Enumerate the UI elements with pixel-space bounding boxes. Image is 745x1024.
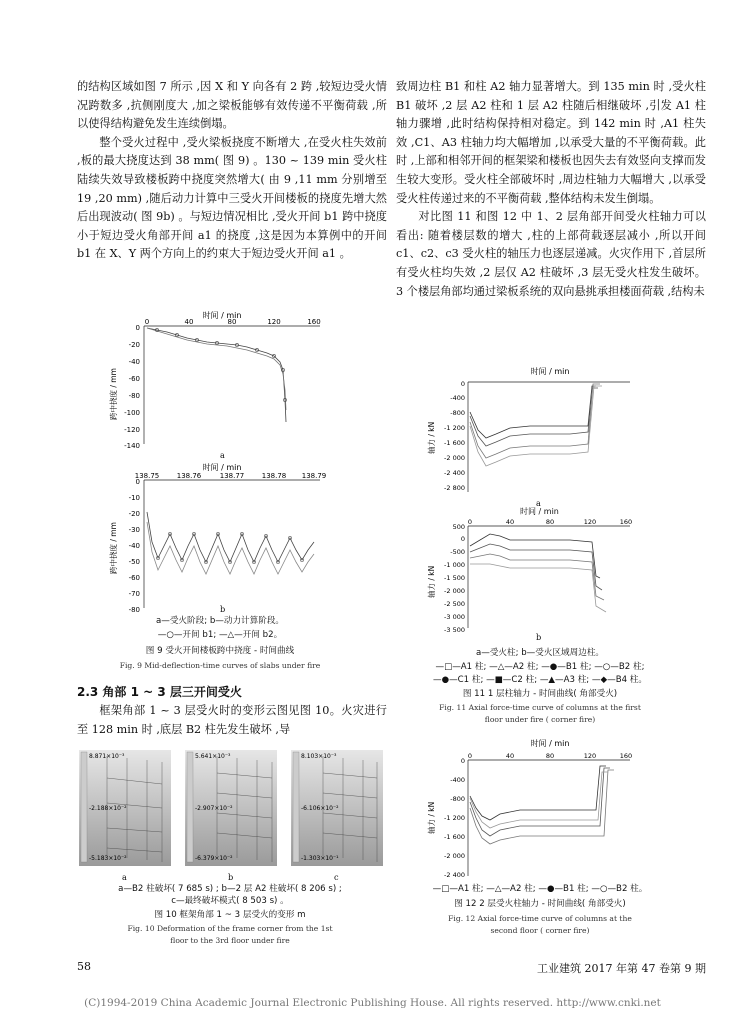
svg-text:-30: -30 <box>128 526 140 534</box>
paragraph-4: 对比图 11 和图 12 中 1、2 层角部开间受火柱轴力可以看出: 随着楼层数的增大 ,柱的上部荷载逐层减小 ,所以开间 c1、c2、c3 受火柱的轴压力也逐层递减。火灾作用下 ,首层所有受火柱均失效 ,2 层仅 A2 柱破坏 ,3 层无受火柱发生破坏。3 个楼层角部均通过梁板系统的双向悬挑承担楼面荷载 ,结构未 <box>396 210 706 298</box>
fig12-series-a1 <box>470 766 606 820</box>
svg-text:-5.183×10⁻²: -5.183×10⁻² <box>89 855 127 862</box>
fig10-caption-cn: 图 10 框架角部 1 ~ 3 层受火的变形 m <box>154 910 306 920</box>
svg-text:-1 200: -1 200 <box>444 814 465 822</box>
fig9a-sub-label: a <box>220 450 225 460</box>
svg-text:0: 0 <box>144 318 150 326</box>
svg-text:-2 000: -2 000 <box>444 454 465 462</box>
svg-text:0: 0 <box>135 478 140 486</box>
svg-text:138.78: 138.78 <box>261 472 287 480</box>
figure-9b <box>102 462 332 616</box>
fig9b-xlabel: 时间 / min <box>202 463 242 472</box>
fig9-caption-cn: 图 9 受火开间楼板跨中挠度 - 时间曲线 <box>145 646 295 656</box>
fig12-xticks <box>468 752 632 760</box>
svg-text:40: 40 <box>505 518 515 526</box>
svg-text:-3 000: -3 000 <box>444 613 465 621</box>
svg-text:160: 160 <box>619 518 633 526</box>
svg-text:-6.379×10⁻²: -6.379×10⁻² <box>195 855 233 862</box>
section-paragraph-wrap <box>77 702 387 739</box>
fig10-legend-2: c—最终破坏模式( 8 503 s) 。 <box>171 896 289 906</box>
fig9b-sub-label: b <box>220 604 226 614</box>
svg-text:-1 200: -1 200 <box>444 424 465 432</box>
fig10-sub-a: a <box>122 872 127 882</box>
svg-text:-1 600: -1 600 <box>444 439 465 447</box>
svg-text:138.77: 138.77 <box>219 472 245 480</box>
fig9b-ylabel: 跨中挠度 / mm <box>109 522 118 574</box>
svg-text:-20: -20 <box>128 341 140 349</box>
fig12-yticks <box>444 757 465 879</box>
svg-text:-2 000: -2 000 <box>444 852 465 860</box>
svg-text:0: 0 <box>460 380 465 388</box>
fig11-legend-3: —●—C1 柱; —■—C2 柱; —▲—A3 柱; —◆—B4 柱。 <box>432 675 647 685</box>
fig10-caption-en-2: floor to the 3rd floor under fire <box>170 936 290 945</box>
journal-footer: 工业建筑 2017 年第 47 卷第 9 期 <box>537 962 706 975</box>
figure-9a <box>102 310 332 454</box>
svg-text:40: 40 <box>184 318 194 326</box>
svg-text:120: 120 <box>583 752 597 760</box>
copyright: (C)1994-2019 China Academic Journal Electronic Publishing House. All rights reserved. http://www.cnki.net <box>84 997 661 1009</box>
svg-text:-40: -40 <box>128 358 140 366</box>
fig9a-series-b2 <box>147 328 286 410</box>
svg-text:0: 0 <box>135 324 140 332</box>
svg-text:-6.106×10⁻²: -6.106×10⁻² <box>301 805 339 812</box>
svg-text:-60: -60 <box>128 375 140 383</box>
fig9b-series-b2 <box>147 522 314 574</box>
fig11-caption-en-1: Fig. 11 Axial force-time curve of columns at the first <box>439 703 641 712</box>
fig9a-yticks <box>124 324 140 450</box>
svg-text:-3 500: -3 500 <box>444 626 465 634</box>
svg-text:160: 160 <box>307 318 321 326</box>
svg-text:138.79: 138.79 <box>301 472 327 480</box>
fig9a-xticks <box>145 318 321 326</box>
fig9b-xticks <box>135 472 327 480</box>
fig11b-series-c2 <box>470 544 602 590</box>
svg-text:-1 600: -1 600 <box>444 833 465 841</box>
svg-text:160: 160 <box>619 752 633 760</box>
right-column-top <box>396 78 706 301</box>
fig12-caption-en-2: second floor ( corner fire) <box>490 926 590 935</box>
svg-text:-1 500: -1 500 <box>444 574 465 582</box>
fig11b-xlabel: 时间 / min <box>520 507 559 516</box>
figure-10 <box>77 748 387 876</box>
fig11-caption-en-2: floor under fire ( corner fire) <box>484 715 596 724</box>
svg-text:80: 80 <box>545 752 555 760</box>
svg-text:-2 800: -2 800 <box>444 484 465 492</box>
svg-text:-10: -10 <box>128 494 140 502</box>
svg-text:0: 0 <box>460 535 465 543</box>
fig12-caption-en-1: Fig. 12 Axial force-time curve of columns at the <box>448 914 632 923</box>
fig11a-sub-label: a <box>536 498 541 508</box>
section-heading: 2.3 角部 1 ~ 3 层三开间受火 <box>77 685 242 699</box>
fig12-legend-1: —□—A1 柱; —△—A2 柱; —●—B1 柱; —○—B2 柱。 <box>432 884 648 894</box>
fig10-panel-c <box>291 750 383 866</box>
svg-text:138.75: 138.75 <box>134 472 160 480</box>
svg-text:-80: -80 <box>128 392 140 400</box>
svg-text:8.871×10⁻³: 8.871×10⁻³ <box>89 753 125 760</box>
fig10-sub-c: c <box>334 872 339 882</box>
figure-12 <box>420 738 640 884</box>
fig9b-yticks <box>129 478 140 612</box>
fig9a-ylabel: 跨中挠度 / mm <box>109 368 118 420</box>
fig11-legend-2: —□—A1 柱; —△—A2 柱; —●—B1 柱; —○—B2 柱; <box>435 662 645 672</box>
fig11b-series-a3 <box>470 554 604 600</box>
fig9-caption-en: Fig. 9 Mid-deflection-time curves of slabs under fire <box>119 661 321 670</box>
svg-text:-2 400: -2 400 <box>444 469 465 477</box>
left-column-top <box>77 78 387 264</box>
svg-text:80: 80 <box>545 518 555 526</box>
svg-text:-800: -800 <box>450 409 465 417</box>
fig11b-series-c1 <box>470 534 600 578</box>
fig11a-xlabel: 时间 / min <box>530 367 570 376</box>
section-paragraph: 框架角部 1 ~ 3 层受火时的变形云图见图 10。火灾进行至 128 min 时 ,底层 B2 柱先发生破坏 ,导 <box>77 704 387 736</box>
fig11a-series-a2 <box>470 388 598 446</box>
fig11b-ylabel: 轴力 / kN <box>427 565 436 598</box>
fig11a-yticks <box>444 380 465 492</box>
fig11a-series-b1 <box>470 384 600 458</box>
svg-text:8.103×10⁻³: 8.103×10⁻³ <box>301 753 337 760</box>
svg-text:0: 0 <box>467 518 473 526</box>
paragraph-1: 的结构区域如图 7 所示 ,因 X 和 Y 向各有 2 跨 ,较短边受火情况跨数多 ,抗侧刚度大 ,加之梁板能够有效传递不平衡荷载 ,所以使得结构避免发生连续倒塌。 <box>77 80 387 131</box>
svg-text:-50: -50 <box>128 558 140 566</box>
fig10-legend-1: a—B2 柱破坏( 7 685 s) ; b—2 层 A2 柱破坏( 8 206 s) ; <box>118 884 342 894</box>
fig9-legend-2: —○—开间 b1; —△—开间 b2。 <box>157 630 283 640</box>
fig10-caption-en-1: Fig. 10 Deformation of the frame corner from the 1st <box>127 924 333 933</box>
svg-text:-20: -20 <box>128 510 140 518</box>
svg-text:-500: -500 <box>450 548 465 556</box>
fig11b-xticks <box>468 518 632 526</box>
fig12-ylabel: 轴力 / kN <box>427 801 436 834</box>
svg-text:0: 0 <box>460 757 465 765</box>
svg-text:120: 120 <box>583 518 597 526</box>
svg-text:-1.303×10⁻¹: -1.303×10⁻¹ <box>301 855 339 862</box>
svg-text:-2.907×10⁻²: -2.907×10⁻² <box>195 805 233 812</box>
svg-text:80: 80 <box>227 318 237 326</box>
svg-text:-2 000: -2 000 <box>444 587 465 595</box>
svg-text:-2 500: -2 500 <box>444 600 465 608</box>
svg-text:-800: -800 <box>450 795 465 803</box>
svg-text:-2.188×10⁻²: -2.188×10⁻² <box>89 805 127 812</box>
svg-text:-80: -80 <box>128 606 140 612</box>
paragraph-3: 致周边柱 B1 和柱 A2 轴力显著增大。到 135 min 时 ,受火柱 B1 破坏 ,2 层 A2 柱和 1 层 A2 柱随后相继破坏 ,引发 A1 柱轴力骤增 ,此时结构保持相对稳定。到 142 min 时 ,A1 柱失效 ,C1、A3 柱轴力均大幅增加 ,以承受大量的不平衡荷载。此时 ,上部和相邻开间的框架梁和楼板也因失去有效竖向支撑而发生较大变形。受火柱全部破坏时 ,周边柱轴力大幅增大 ,以承受受火柱传递过来的不平衡荷载 ,整体结构未发生倒塌。 <box>396 80 706 205</box>
svg-text:-100: -100 <box>124 409 140 417</box>
fig12-xlabel: 时间 / min <box>530 739 570 748</box>
fig11a-series-a1 <box>470 386 596 438</box>
svg-text:-400: -400 <box>450 394 465 402</box>
svg-text:-1 000: -1 000 <box>444 561 465 569</box>
fig10-panel-a <box>79 750 171 866</box>
svg-text:138.76: 138.76 <box>176 472 202 480</box>
fig9a-xlabel: 时间 / min <box>202 311 242 320</box>
svg-text:-400: -400 <box>450 776 465 784</box>
svg-text:0: 0 <box>467 752 473 760</box>
fig11a-ylabel: 轴力 / kN <box>427 421 436 454</box>
paragraph-2: 整个受火过程中 ,受火梁板挠度不断增大 ,在受火柱失效前 ,板的最大挠度达到 38 mm( 图 9) 。130 ~ 139 min 受火柱陆续失效导致楼板跨中挠度突然增大( 由 9 ,11 mm 分别增至 19 ,20 mm) ,随后动力计算中三受火开间楼板的挠度先增大然后出现波动( 图 9b) 。与短边情况相比 ,受火开间 b1 跨中挠度小于短边受火角部开间 a1 的挠度 ,这是因为本算例中的开间 b1 在 X、Y 两个方向上的约束大于短边受火开间 a1 。 <box>77 135 387 261</box>
fig10-panel-b <box>185 750 277 866</box>
fig12-caption-cn: 图 12 2 层受火柱轴力 - 时间曲线( 角部受火) <box>454 899 626 909</box>
fig10-sub-b: b <box>228 872 234 882</box>
svg-text:-40: -40 <box>128 542 140 550</box>
svg-text:-140: -140 <box>124 442 140 450</box>
fig11-legend-1: a—受火柱; b—受火区域周边柱。 <box>475 648 605 658</box>
svg-text:-60: -60 <box>128 574 140 582</box>
fig9a-series-b1 <box>147 328 286 422</box>
fig12-series-b1 <box>470 770 614 844</box>
svg-text:500: 500 <box>452 523 465 531</box>
figure-11a <box>420 366 640 500</box>
figure-11b <box>420 516 640 638</box>
page-number: 58 <box>77 960 91 973</box>
fig11-caption-cn: 图 11 1 层柱轴力 - 时间曲线( 角部受火) <box>462 689 618 699</box>
fig11b-series-b4 <box>470 564 606 612</box>
svg-text:-2 400: -2 400 <box>444 871 465 879</box>
fig11b-yticks <box>444 523 465 634</box>
svg-text:5.641×10⁻³: 5.641×10⁻³ <box>195 753 231 760</box>
fig12-series-a2 <box>470 768 610 836</box>
fig9-legend-1: a—受火阶段; b—动力计算阶段。 <box>155 616 285 626</box>
fig11b-sub-label: b <box>536 632 542 642</box>
svg-text:-120: -120 <box>124 426 140 434</box>
svg-text:-70: -70 <box>128 590 140 598</box>
svg-text:120: 120 <box>267 318 281 326</box>
svg-text:40: 40 <box>505 752 515 760</box>
